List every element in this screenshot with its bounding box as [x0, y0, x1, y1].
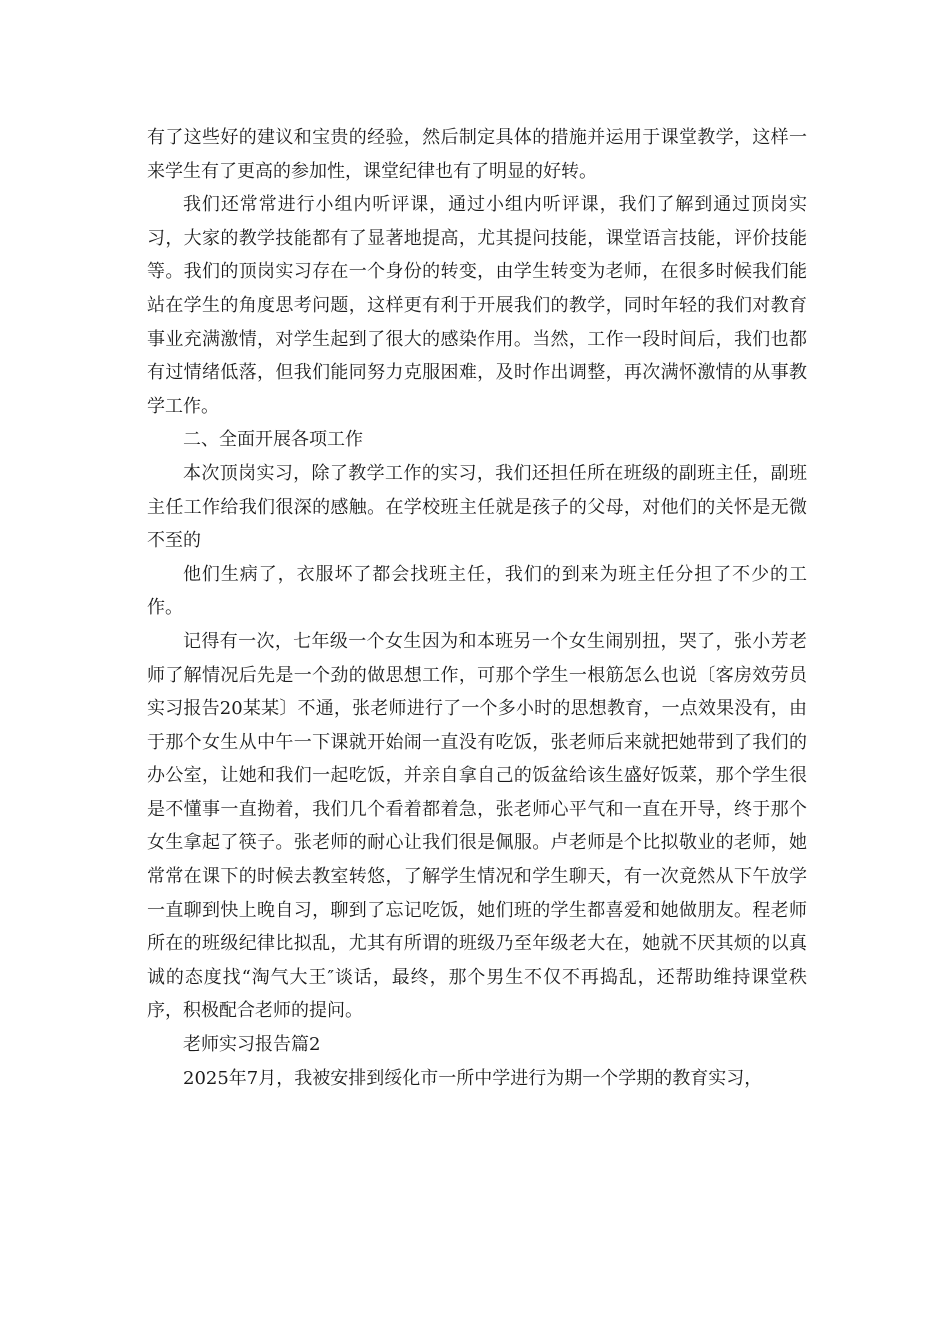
paragraph-3: 本次顶岗实习，除了教学工作的实习，我们还担任所在班级的副班主任，副班主任工作给我们很深的感触。在学校班主任就是孩子的父母，对他们的关怀是无微不至的	[147, 462, 807, 552]
section-heading: 二、全面开展各项工作	[183, 429, 363, 451]
paragraph-1: 有了这些好的建议和宝贵的经验，然后制定具体的措施并运用于课堂教学，这样一来学生有了更高的参加性，课堂纪律也有了明显的好转。	[147, 127, 807, 182]
paragraph-2: 我们还常常进行小组内听评课，通过小组内听评课，我们了解到通过顶岗实习，大家的教学技能都有了显著地提高，尤其提问技能，课堂语言技能，评价技能等。我们的顶岗实习存在一个身份的转变，由学生转变为老师，在很多时候我们能站在学生的角度思考问题，这样更有利于开展我们的教学，同时年轻的我们对教育事业充满激情，对学生起到了很大的感染作用。当然，工作一段时间后，我们也都有过情绪低落，但我们能同努力克服困难，及时作出调整，再次满怀激情的从事教学工作。	[147, 194, 807, 417]
paragraph-5: 记得有一次，七年级一个女生因为和本班另一个女生闹别扭，哭了，张小芳老师了解情况后先是一个劲的做思想工作，可那个学生一根筋怎么也说〔客房效劳员实习报告20某某〕不通，张老师进行了一个多小时的思想教育，一点效果没有，由于那个女生从中午一下课就开始闹一直没有吃饭，张老师后来就把她带到了我们的办公室，让她和我们一起吃饭，并亲自拿自己的饭盆给该生盛好饭菜，那个学生很是不懂事一直拗着，我们几个看着都着急，张老师心平气和一直在开导，终于那个女生拿起了筷子。张老师的耐心让我们很是佩服。卢老师是个比拟敬业的老师，她常常在课下的时候去教室转悠，了解学生情况和学生聊天，有一次竟然从下午放学一直聊到快上晚自习，聊到了忘记吃饭，她们班的学生都喜爱和她做朋友。程老师所在的班级纪律比拟乱，尤其有所谓的班级乃至年级老大在，她就不厌其烦的以真诚的态度找“淘气大王″谈话，最终，那个男生不仅不再捣乱，还帮助维持课堂秩序，积极配合老师的提问。	[147, 630, 807, 1022]
document-body	[147, 121, 807, 1095]
paragraph-6: 2025年7月，我被安排到绥化市一所中学进行为期一个学期的教育实习，	[183, 1067, 763, 1089]
article-title: 老师实习报告篇2	[183, 1034, 321, 1056]
paragraph-4: 他们生病了，衣服坏了都会找班主任，我们的到来为班主任分担了不少的工作。	[147, 563, 807, 619]
